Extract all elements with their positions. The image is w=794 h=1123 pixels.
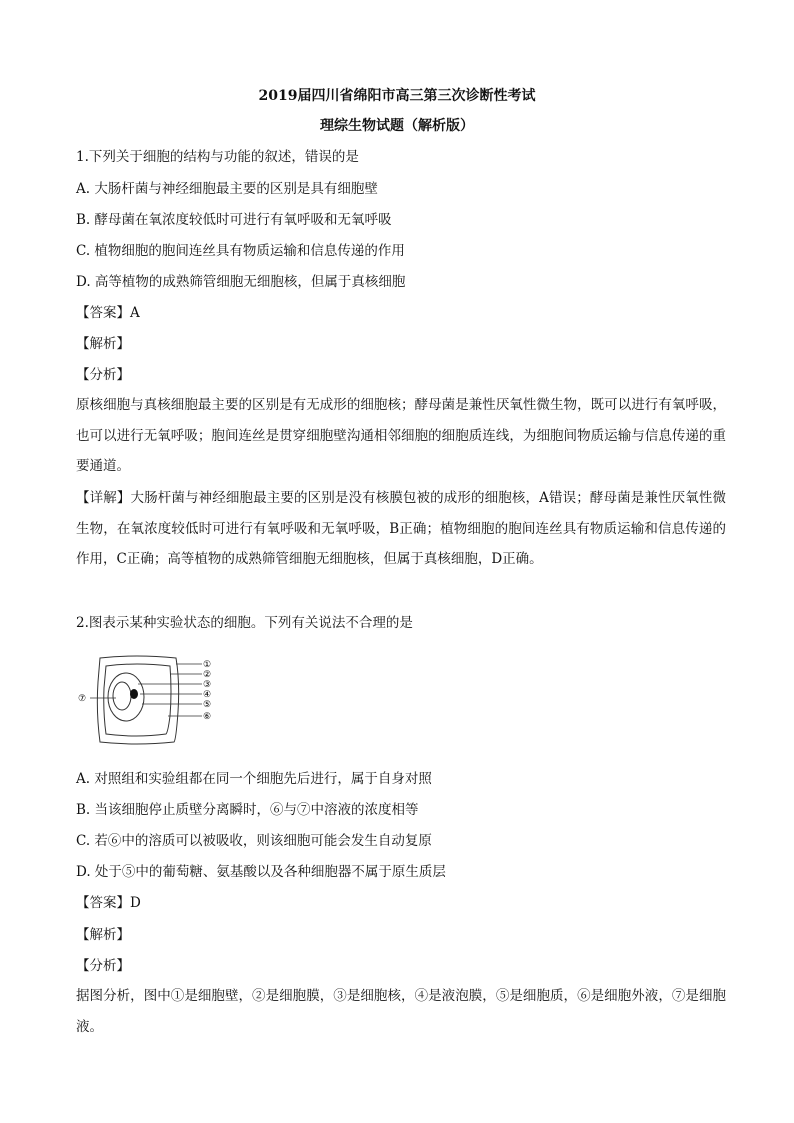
fig-label-3: ③ [203,680,212,690]
q2-answer: 【答案】D [76,895,141,911]
q2-option-b: B. 当该细胞停止质壁分离瞬时，⑥与⑦中溶液的浓度相等 [76,802,419,818]
fig-label-5: ⑤ [203,700,212,710]
fig-label-1: ① [203,660,212,670]
document-subtitle: 理综生物试题（解析版） [320,118,474,134]
q1-jiexi-label: 【解析】 [76,336,130,352]
nucleus-shape [130,689,138,699]
q2-option-d: D. 处于⑤中的葡萄糖、氨基酸以及各种细胞器不属于原生质层 [76,864,446,880]
q2-stem: 2.图表示某种实验状态的细胞。下列有关说法不合理的是 [76,615,413,631]
document-title: 2019届四川省绵阳市高三第三次诊断性考试 [258,88,536,104]
fig-label-7: ⑦ [78,694,87,704]
fig-label-6: ⑥ [203,712,212,722]
q1-option-c: C. 植物细胞的胞间连丝具有物质运输和信息传递的作用 [76,243,405,259]
fig-label-2: ② [203,670,212,680]
q1-answer: 【答案】A [76,305,140,321]
fig-label-4: ④ [203,690,212,700]
q1-option-a: A. 大肠杆菌与神经细胞最主要的区别是具有细胞壁 [76,181,378,197]
q1-option-d: D. 高等植物的成熟筛管细胞无细胞核，但属于真核细胞 [76,274,406,290]
q2-option-c: C. 若⑥中的溶质可以被吸收，则该细胞可能会发生自动复原 [76,833,432,849]
q1-fenxi-label: 【分析】 [76,367,130,383]
cell-wall-shape [97,656,178,744]
q2-analysis: 据图分析，图中①是细胞壁，②是细胞膜，③是细胞核，④是液泡膜，⑤是细胞质，⑥是细胞外液，⑦是细胞液。 [76,988,726,1035]
q1-analysis: 原核细胞与真核细胞最主要的区别是有无成形的细胞核；酵母菌是兼性厌氧性微生物，既可以进行有氧呼吸，也可以进行无氧呼吸；胞间连丝是贯穿细胞壁沟通相邻细胞的细胞质连线，为细胞间物质运输与信息传递的重要通道。 [76,397,726,474]
vacuole-shape [113,682,131,710]
cell-diagram [76,652,216,748]
q2-fenxi-label: 【分析】 [76,958,130,974]
q1-stem: 1.下列关于细胞的结构与功能的叙述，错误的是 [76,149,359,165]
q1-option-b: B. 酵母菌在氧浓度较低时可进行有氧呼吸和无氧呼吸 [76,212,392,228]
q2-jiexi-label: 【解析】 [76,927,130,943]
q1-detail: 【详解】大肠杆菌与神经细胞最主要的区别是没有核膜包被的成形的细胞核，A错误；酵母菌是兼性厌氧性微生物，在氧浓度较低时可进行有氧呼吸和无氧呼吸，B正确；植物细胞的胞间连丝具有物质运输和信息传递的作用，C正确；高等植物的成熟筛管细胞无细胞核，但属于真核细胞，D正确。 [76,490,726,567]
q2-option-a: A. 对照组和实验组都在同一个细胞先后进行，属于自身对照 [76,771,432,787]
